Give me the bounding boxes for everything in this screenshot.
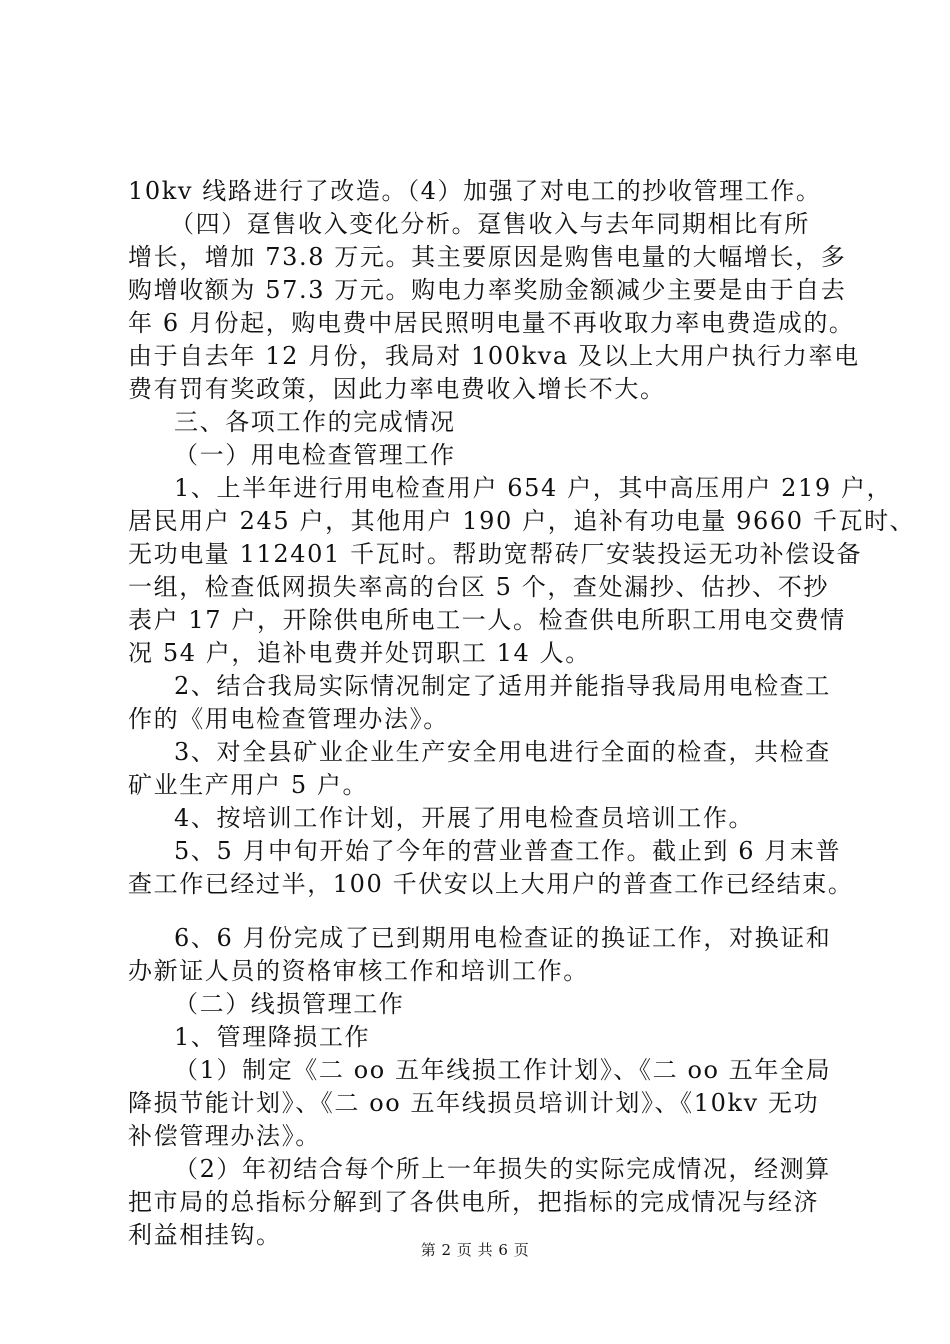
text-line: 无功电量 112401 千瓦时。帮助宽帮砖厂安装投运无功补偿设备 — [128, 540, 863, 568]
text-line: 补偿管理办法》。 — [128, 1122, 321, 1150]
subsection-heading-line-loss: （二）线损管理工作 — [174, 990, 405, 1018]
text-line: 表户 17 户，开除供电所电工一人。检查供电所职工用电交费情 — [128, 606, 846, 634]
list-item-5: 5、5 月中旬开始了今年的营业普查工作。截止到 6 月末普 — [174, 837, 842, 865]
page-number-footer: 第 2 页 共 6 页 — [420, 1241, 530, 1259]
section-heading-revenue-analysis: （四）趸售收入变化分析。趸售收入与去年同期相比有所 — [170, 210, 810, 238]
text-line: 把市局的总指标分解到了各供电所，把指标的完成情况与经济 — [128, 1188, 820, 1216]
text-line: 10kv 线路进行了改造。（4）加强了对电工的抄收管理工作。 — [128, 177, 822, 205]
list-item-1: 1、上半年进行用电检查用户 654 户，其中高压用户 219 户， — [174, 474, 893, 502]
text-line: 年 6 月份起，购电费中居民照明电量不再收取力率电费造成的。 — [128, 309, 855, 337]
text-line: 作的《用电检查管理办法》。 — [128, 705, 449, 733]
text-line: 降损节能计划》、《二 oo 五年线损员培训计划》、《10kv 无功 — [128, 1089, 820, 1117]
text-line: 矿业生产用户 5 户。 — [128, 771, 369, 799]
list-item-6: 6、6 月份完成了已到期用电检查证的换证工作，对换证和 — [174, 924, 832, 952]
text-line: 况 54 户，追补电费并处罚职工 14 人。 — [128, 639, 591, 667]
list-item-loss-2: （2）年初结合每个所上一年损失的实际完成情况，经测算 — [174, 1155, 831, 1183]
text-line: 利益相挂钩。 — [128, 1221, 282, 1249]
text-line: 增长，增加 73.8 万元。其主要原因是购售电量的大幅增长，多 — [128, 243, 847, 271]
text-line: 查工作已经过半，100 千伏安以上大用户的普查工作已经结束。 — [128, 870, 854, 898]
list-item-2: 2、结合我局实际情况制定了适用并能指导我局用电检查工 — [174, 672, 831, 700]
text-line: 由于自去年 12 月份，我局对 100kva 及以上大用户执行力率电 — [128, 342, 860, 370]
list-item-3: 3、对全县矿业企业生产安全用电进行全面的检查，共检查 — [174, 738, 831, 766]
list-item-loss-reduction: 1、管理降损工作 — [174, 1023, 371, 1051]
text-line: 办新证人员的资格审核工作和培训工作。 — [128, 957, 589, 985]
list-item-4: 4、按培训工作计划，开展了用电检查员培训工作。 — [174, 804, 755, 832]
list-item-loss-1: （1）制定《二 oo 五年线损工作计划》、《二 oo 五年全局 — [174, 1056, 832, 1084]
text-line: 一组，检查低网损失率高的台区 5 个，查处漏抄、估抄、不抄 — [128, 573, 829, 601]
text-line: 购增收额为 57.3 万元。购电力率奖励金额减少主要是由于自去 — [128, 276, 847, 304]
subsection-heading-inspection: （一）用电检查管理工作 — [174, 441, 456, 469]
text-line: 居民用户 245 户，其他用户 190 户，追补有功电量 9660 千瓦时、 — [128, 507, 916, 535]
text-line: 费有罚有奖政策，因此力率电费收入增长不大。 — [128, 375, 666, 403]
section-heading-work-completion: 三、各项工作的完成情况 — [174, 408, 456, 436]
